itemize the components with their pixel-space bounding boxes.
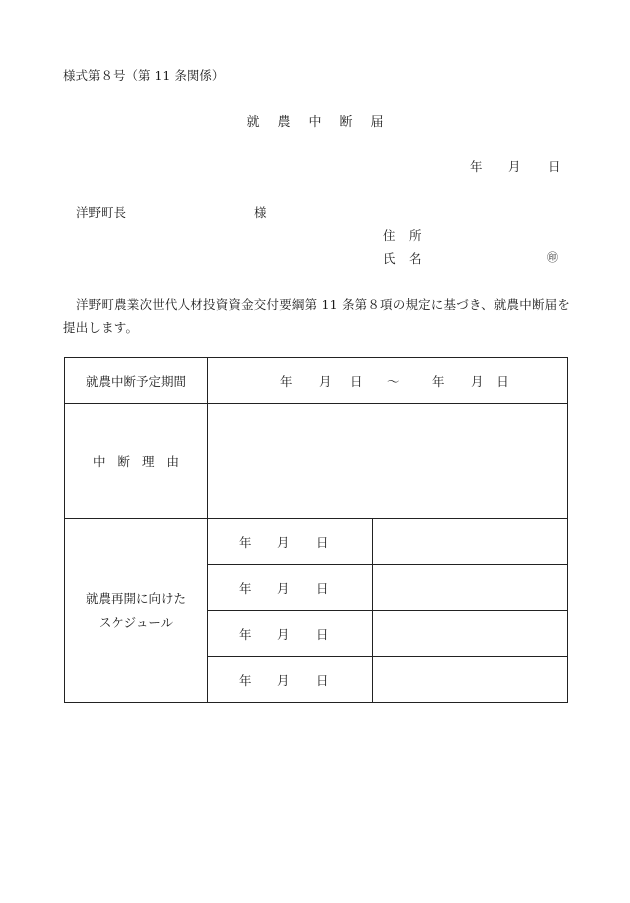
period-end-month: 月 bbox=[470, 373, 484, 389]
title-char: 就 bbox=[246, 115, 260, 130]
schedule-year: 年 bbox=[239, 672, 252, 688]
reason-label-char: 理 bbox=[142, 454, 155, 469]
honorific: 様 bbox=[254, 205, 267, 220]
reason-label-char: 由 bbox=[166, 454, 180, 469]
schedule-content[interactable] bbox=[373, 657, 568, 703]
schedule-day: 日 bbox=[316, 534, 329, 550]
schedule-day: 日 bbox=[316, 626, 329, 642]
date-month: 月 bbox=[508, 159, 521, 174]
name-label bbox=[383, 249, 422, 267]
form-number: 様式第８号（第 11 条関係） bbox=[63, 68, 225, 83]
schedule-year: 年 bbox=[239, 580, 252, 596]
date-year: 年 bbox=[470, 159, 483, 174]
period-end-day: 日 bbox=[496, 373, 509, 389]
period-tilde: ～ bbox=[386, 373, 400, 389]
schedule-content[interactable] bbox=[373, 565, 568, 611]
name-label-char: 氏 bbox=[383, 251, 396, 266]
schedule-year: 年 bbox=[239, 534, 252, 550]
period-row bbox=[65, 358, 568, 404]
body-text: 洋野町農業次世代人材投資資金交付要綱第 11 条第８項の規定に基づき、就農中断届を提出します。 bbox=[63, 297, 571, 335]
suspension-table bbox=[64, 357, 568, 703]
reason-label-char: 断 bbox=[117, 454, 130, 469]
date-day: 日 bbox=[548, 159, 561, 174]
addressee: 洋野町長 bbox=[76, 205, 127, 220]
schedule-day: 日 bbox=[316, 580, 329, 596]
title-char: 届 bbox=[370, 115, 384, 130]
period-start-year: 年 bbox=[279, 373, 293, 389]
schedule-row bbox=[65, 519, 568, 565]
period-label: 就農中断予定期間 bbox=[65, 358, 208, 404]
reason-row bbox=[65, 404, 568, 519]
schedule-month: 月 bbox=[277, 580, 290, 596]
submission-date bbox=[470, 157, 561, 175]
schedule-date[interactable] bbox=[208, 611, 373, 657]
schedule-month: 月 bbox=[277, 626, 290, 642]
address-label-char: 住 bbox=[383, 228, 396, 243]
schedule-content[interactable] bbox=[373, 519, 568, 565]
title-char: 中 bbox=[308, 115, 322, 130]
period-range bbox=[208, 358, 568, 404]
schedule-label bbox=[65, 519, 208, 703]
period-start-month: 月 bbox=[318, 373, 332, 389]
address-label-char: 所 bbox=[409, 228, 422, 243]
schedule-label-line: 就農再開に向けた bbox=[85, 590, 186, 606]
period-end-year: 年 bbox=[431, 373, 445, 389]
schedule-date[interactable] bbox=[208, 657, 373, 703]
schedule-date[interactable] bbox=[208, 565, 373, 611]
name-label-char: 名 bbox=[409, 251, 422, 266]
reason-label bbox=[65, 404, 208, 519]
seal-mark: ㊞ bbox=[547, 251, 558, 264]
document-title bbox=[0, 111, 630, 130]
schedule-month: 月 bbox=[277, 534, 290, 550]
schedule-content[interactable] bbox=[373, 611, 568, 657]
reason-label-char: 中 bbox=[92, 454, 106, 469]
reason-field[interactable] bbox=[208, 404, 568, 519]
period-start-day: 日 bbox=[349, 373, 363, 389]
schedule-label-line: スケジュール bbox=[98, 614, 174, 630]
title-char: 農 bbox=[277, 115, 291, 130]
title-char: 断 bbox=[339, 115, 353, 130]
schedule-day: 日 bbox=[316, 672, 329, 688]
schedule-month: 月 bbox=[277, 672, 290, 688]
schedule-date[interactable] bbox=[208, 519, 373, 565]
schedule-year: 年 bbox=[239, 626, 252, 642]
address-label bbox=[383, 226, 422, 244]
